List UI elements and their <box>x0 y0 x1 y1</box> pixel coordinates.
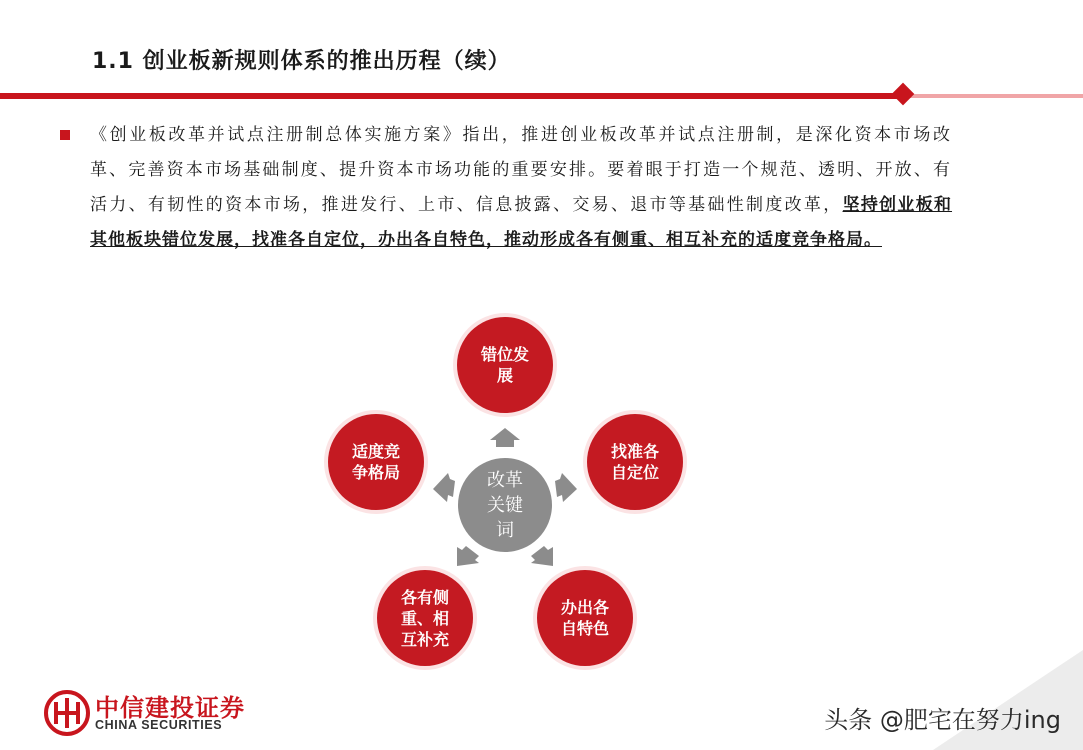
page-title: 1.1 创业板新规则体系的推出历程（续） <box>92 49 511 74</box>
diagram-node-staggered-development: 错位发 展 <box>457 317 553 413</box>
arrow-upper-left-icon <box>433 473 455 502</box>
title-rule-diamond <box>892 83 915 106</box>
title-underline <box>0 93 905 99</box>
body-text-plain: 《创业板改革并试点注册制总体实施方案》指出，推进创业板改革并试点注册制，是深化资本市场改革、完善资本市场基础制度、提升资本市场功能的重要安排。要着眼于打造一个规范、透明、开放、有活力、有韧性的资本市场，推进发行、上市、信息披露、交易、退市等基础性制度改革， <box>90 125 952 215</box>
diagram-center-circle: 改革 关键 词 <box>458 458 552 552</box>
diagram-node-moderate-competition: 适度竞 争格局 <box>328 414 424 510</box>
logo-name-cn: 中信建投证券 <box>95 694 245 722</box>
diagram-node-find-positioning: 找准各 自定位 <box>587 414 683 510</box>
china-securities-logo-icon <box>44 690 90 736</box>
arrow-up-icon <box>490 428 520 447</box>
watermark-text: 头条 @肥宅在努力ing <box>824 706 1061 734</box>
logo-name-en: CHINA SECURITIES <box>95 718 223 732</box>
body-text-emphasis: 坚持创业板和其他板块错位发展，找准各自定位，办出各自特色，推动形成各有侧重、相互补充的适度竞争格局。 <box>90 195 953 250</box>
arrow-lower-right-icon <box>531 546 553 566</box>
arrow-lower-left-icon <box>457 546 479 566</box>
diagram-node-complementary: 各有侧 重、相 互补充 <box>377 570 473 666</box>
bullet-square-icon <box>60 130 70 140</box>
body-paragraph <box>90 118 952 258</box>
arrow-upper-right-icon <box>555 473 577 502</box>
diagram-node-own-characteristics: 办出各 自特色 <box>537 570 633 666</box>
title-underline-light <box>905 94 1083 98</box>
